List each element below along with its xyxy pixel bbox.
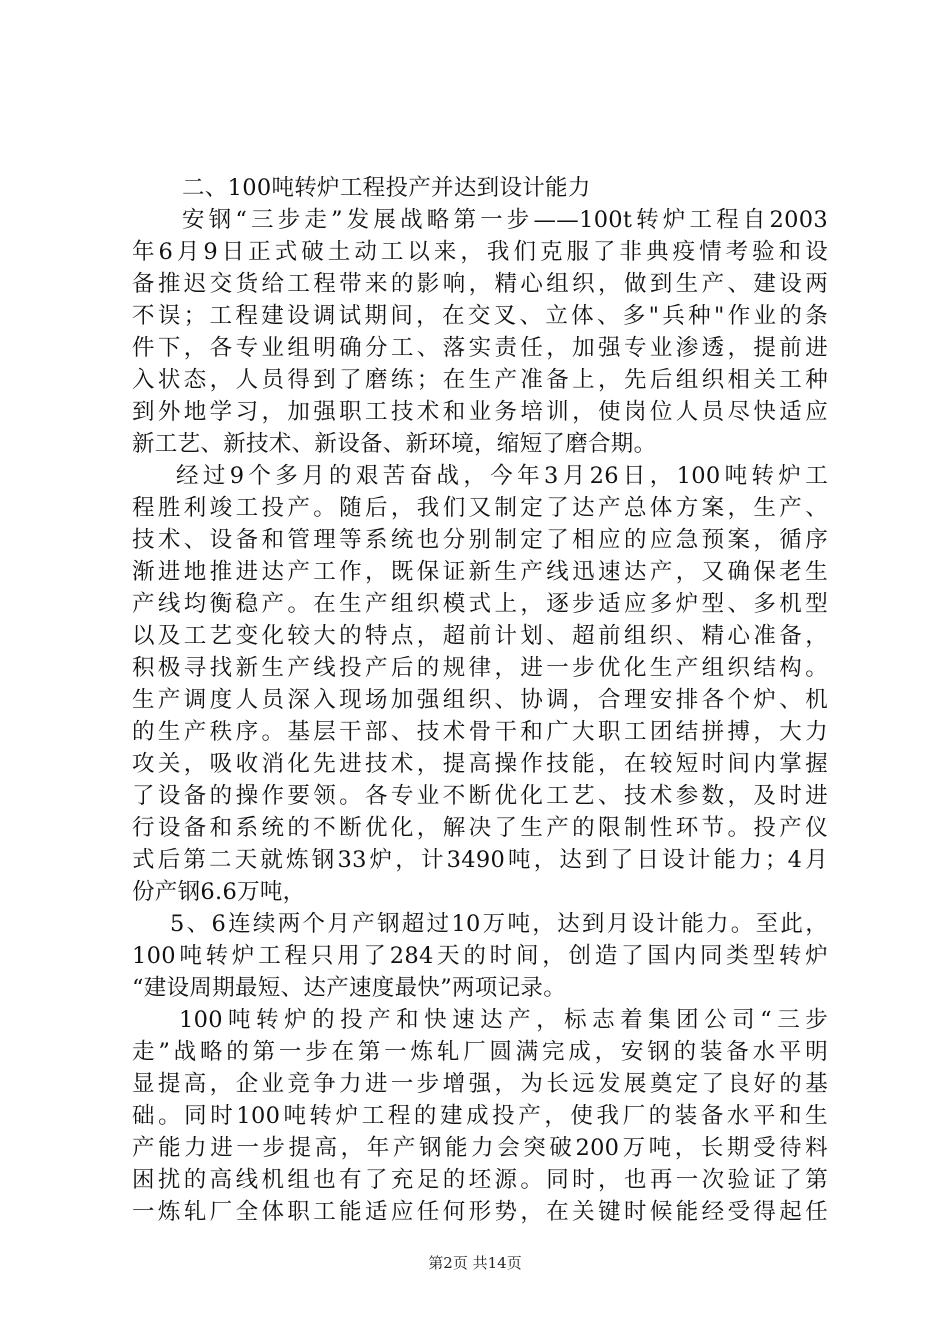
paragraph-line: 5、6连续两个月产钢超过10万吨，达到月设计能力。至此， [170, 911, 828, 937]
paragraph-line: 产线均衡稳产。在生产组织模式上，逐步适应多炉型、多机型 [132, 591, 828, 617]
paragraph-line: 不误；工程建设调试期间，在交叉、立体、多"兵种"作业的条 [132, 303, 828, 329]
paragraph-line: 程胜利竣工投产。随后，我们又制定了达产总体方案，生产、 [132, 495, 828, 521]
paragraph-line: “建设周期最短、达产速度最快”两项记录。 [132, 975, 567, 1001]
paragraph-line: 100吨转炉的投产和快速达产，标志着集团公司“三步 [179, 1007, 828, 1033]
paragraph-3 [132, 908, 828, 1004]
paragraph-line: 困扰的高线机组也有了充足的坯源。同时，也再一次验证了第 [132, 1167, 828, 1193]
paragraph-line: 式后第二天就炼钢33炉，计3490吨，达到了日设计能力；4月 [132, 847, 828, 873]
paragraph-line: 100吨转炉工程只用了284天的时间，创造了国内同类型转炉 [132, 943, 828, 969]
paragraph-line: 行设备和系统的不断优化，解决了生产的限制性环节。投产仪 [132, 815, 828, 841]
paragraph-line: 积极寻找新生产线投产后的规律，进一步优化生产组织结构。 [132, 655, 828, 681]
paragraph-line: 技术、设备和管理等系统也分别制定了相应的应急预案，循序 [132, 527, 828, 553]
paragraph-line: 新工艺、新技术、新设备、新环境，缩短了磨合期。 [132, 431, 657, 457]
paragraph-1 [132, 204, 828, 460]
paragraph-line: 入状态，人员得到了磨练；在生产准备上，先后组织相关工种 [132, 367, 828, 393]
paragraph-4 [132, 1004, 828, 1228]
paragraph-line: 份产钢6.6万吨， [132, 879, 306, 905]
paragraph-line: 到外地学习，加强职工技术和业务培训，使岗位人员尽快适应 [132, 399, 828, 425]
paragraph-line: 走”战略的第一步在第一炼轧厂圆满完成，安钢的装备水平明 [132, 1039, 828, 1065]
page-number-footer: 第2页 共14页 [428, 1254, 522, 1272]
paragraph-line: 以及工艺变化较大的特点，超前计划、超前组织、精心准备， [132, 623, 828, 649]
paragraph-line: 渐进地推进达产工作，既保证新生产线迅速达产，又确保老生 [132, 559, 828, 585]
paragraph-line: 生产调度人员深入现场加强组织、协调，合理安排各个炉、机 [132, 687, 828, 713]
paragraph-line: 攻关，吸收消化先进技术，提高操作技能，在较短时间内掌握 [132, 751, 828, 777]
paragraph-line: 一炼轧厂全体职工能适应任何形势，在关键时候能经受得起任 [132, 1199, 828, 1225]
paragraph-line: 显提高，企业竞争力进一步增强，为长远发展奠定了良好的基 [132, 1071, 828, 1097]
paragraph-line: 产能力进一步提高，年产钢能力会突破200万吨，长期受待料 [132, 1135, 828, 1161]
paragraph-line: 年6月9日正式破土动工以来，我们克服了非典疫情考验和设 [132, 239, 828, 265]
paragraph-line: 安钢“三步走”发展战略第一步——100t转炉工程自2003 [182, 207, 828, 233]
paragraph-line: 的生产秩序。基层干部、技术骨干和广大职工团结拼搏，大力 [132, 719, 828, 745]
section-heading: 二、100吨转炉工程投产并达到设计能力 [182, 175, 591, 201]
paragraph-line: 经过9个多月的艰苦奋战，今年3月26日，100吨转炉工 [176, 463, 828, 489]
document-body [132, 172, 828, 1228]
paragraph-line: 件下，各专业组明确分工、落实责任，加强专业渗透，提前进 [132, 335, 828, 361]
paragraph-line: 备推迟交货给工程带来的影响，精心组织，做到生产、建设两 [132, 271, 828, 297]
paragraph-line: 了设备的操作要领。各专业不断优化工艺、技术参数，及时进 [132, 783, 828, 809]
paragraph-2 [132, 460, 828, 908]
paragraph-line: 础。同时100吨转炉工程的建成投产，使我厂的装备水平和生 [132, 1103, 828, 1129]
